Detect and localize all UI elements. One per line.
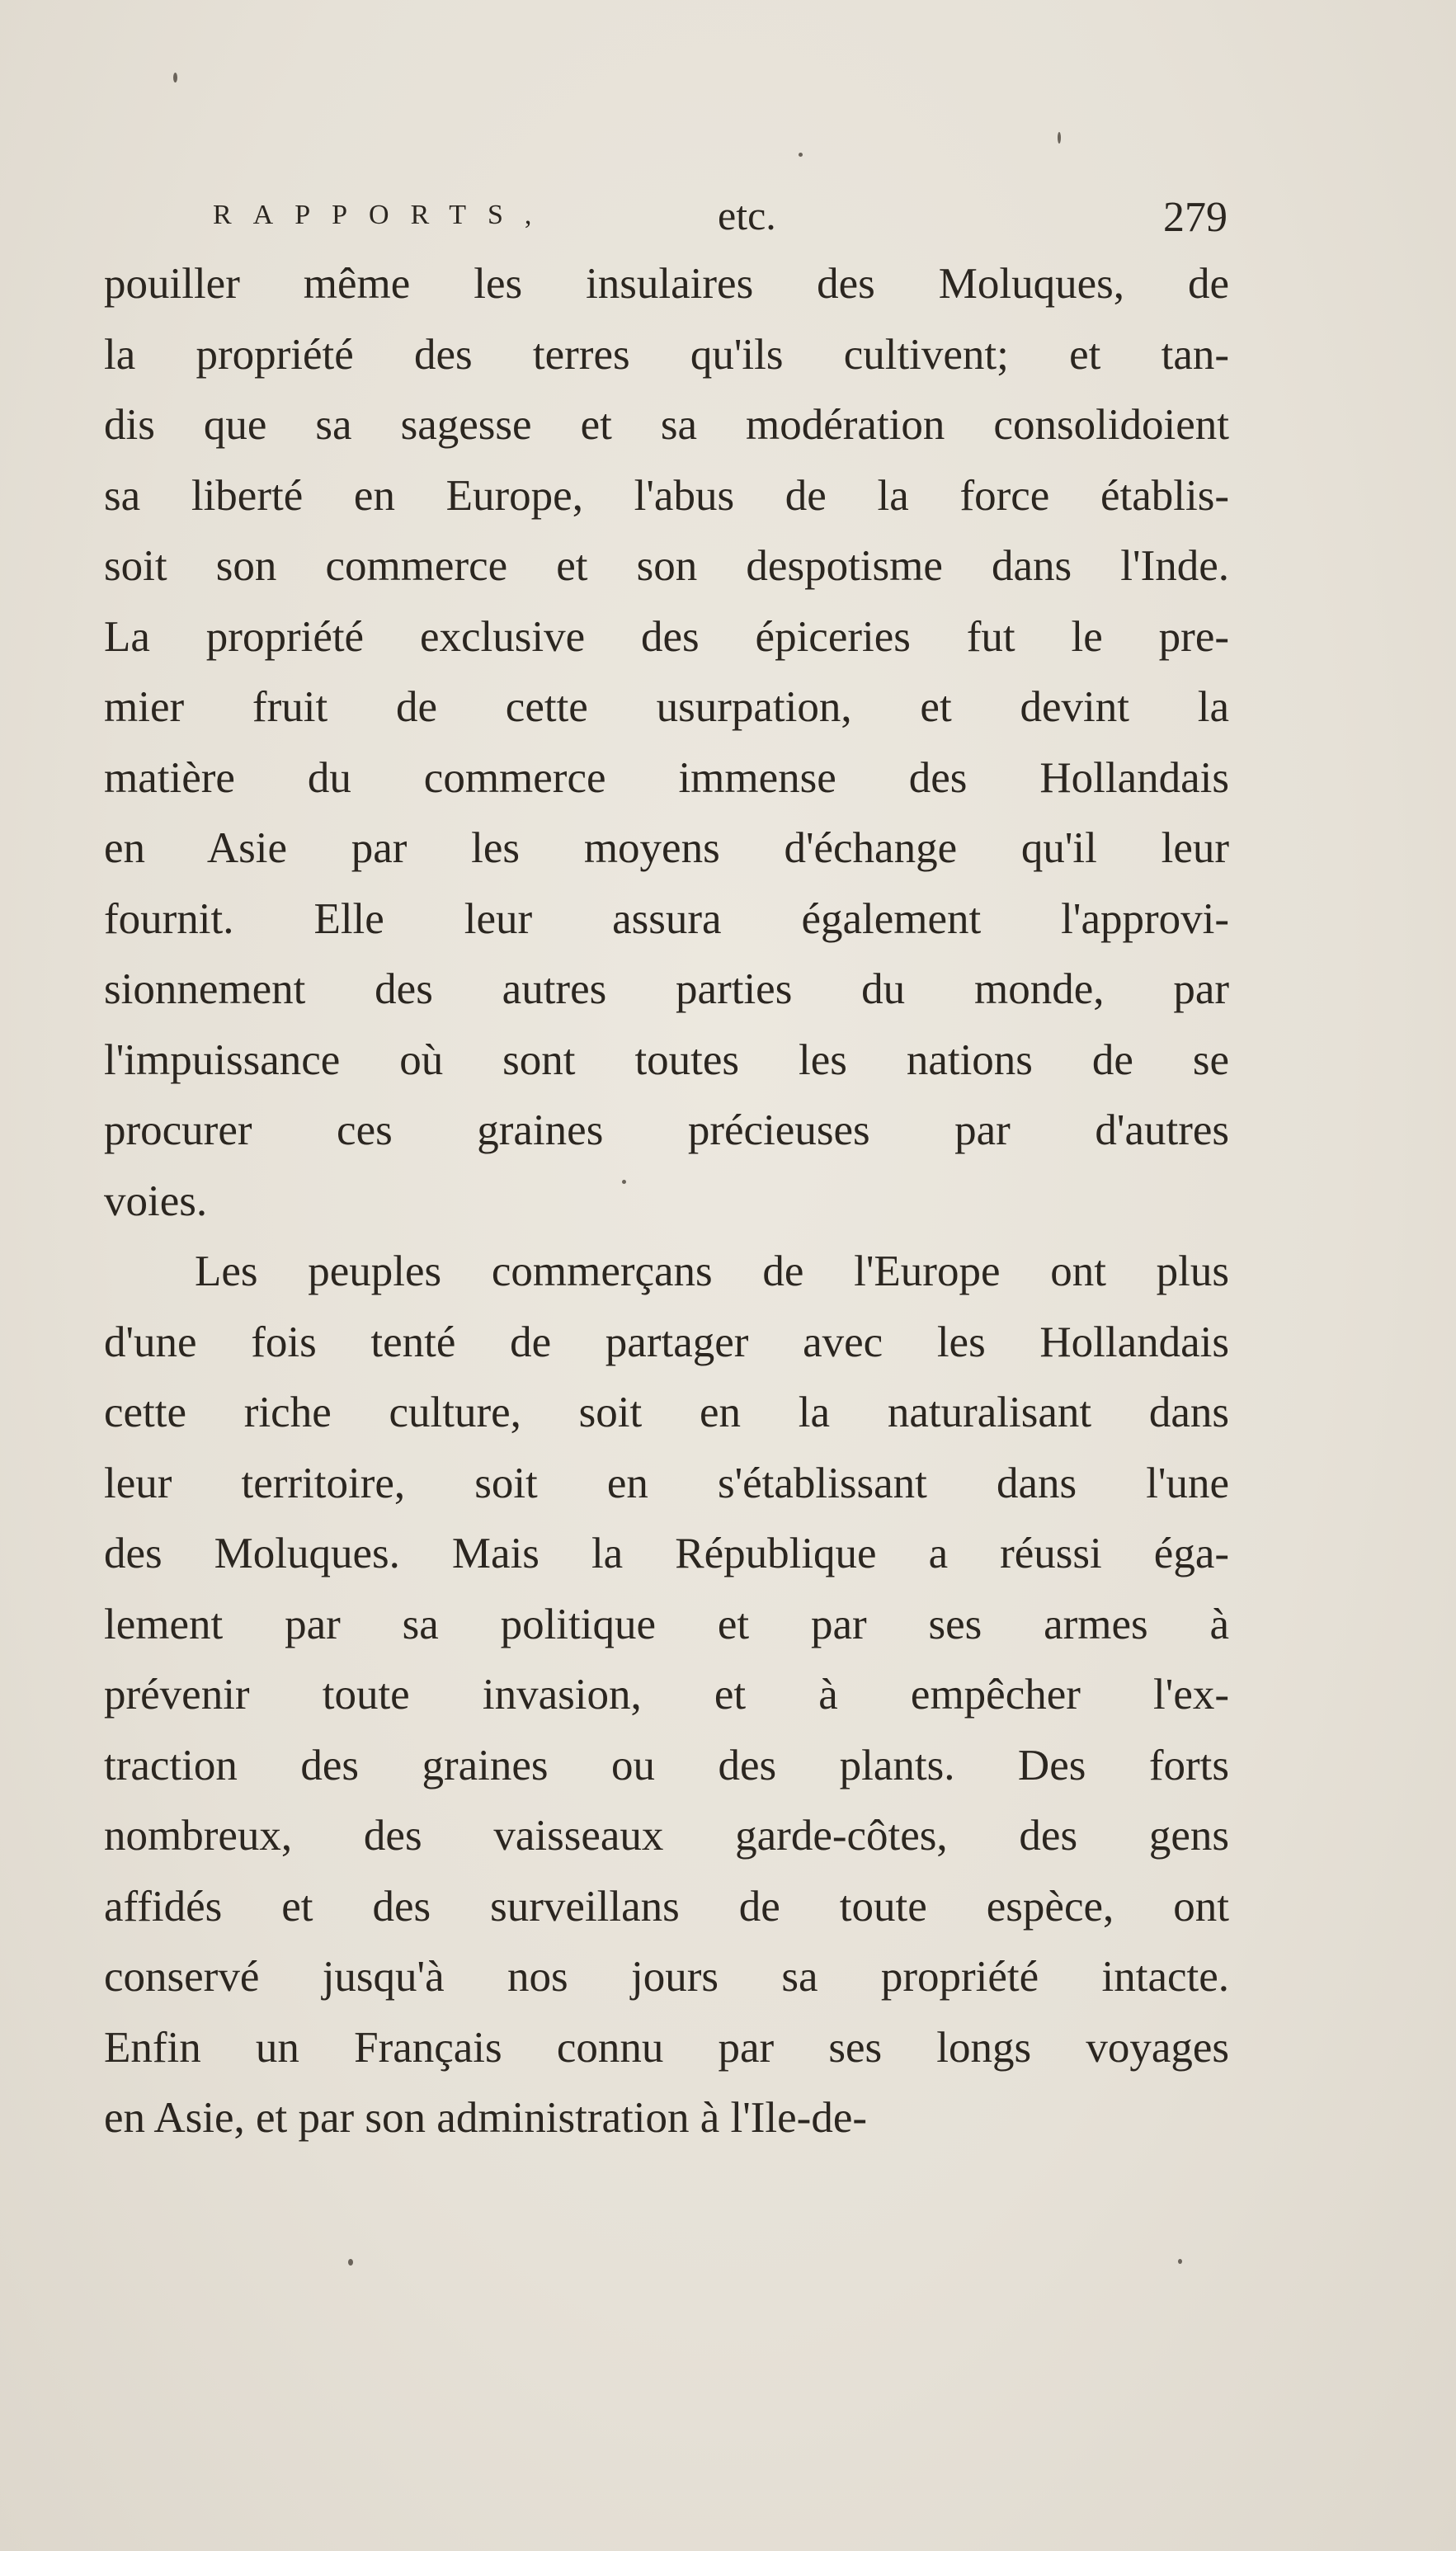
running-title-etc: etc. — [718, 192, 776, 238]
text-line: des Moluques. Mais la République a réussi éga- — [104, 1530, 1229, 1577]
text-line: l'impuissance où sont toutes les nations de se — [104, 1035, 1229, 1084]
text-line: en Asie, et par son administration à l'Ile-de- — [104, 2094, 867, 2142]
text-line: pouiller même les insulaires des Moluques, de — [104, 260, 1229, 308]
text-line: cette riche culture, soit en la naturalisant dans — [104, 1389, 1229, 1436]
text-line: conservé jusqu'à nos jours sa propriété intacte. — [104, 1953, 1229, 2001]
text-line: voies. — [104, 1176, 208, 1225]
text-line: sa liberté en Europe, l'abus de la force établis- — [104, 471, 1229, 520]
text-line: lement par sa politique et par ses armes à — [104, 1600, 1229, 1648]
text-line: Enfin un Français connu par ses longs voyages — [104, 2023, 1229, 2072]
text-line: prévenir toute invasion, et à empêcher l'ex- — [104, 1671, 1229, 1719]
text-line: en Asie par les moyens d'échange qu'il leur — [104, 824, 1229, 872]
text-line: leur territoire, soit en s'établissant dans l'une — [104, 1459, 1229, 1507]
page-header — [213, 188, 1227, 254]
text-line: la propriété des terres qu'ils cultivent; et tan- — [104, 330, 1229, 379]
text-line: fournit. Elle leur assura également l'approvi- — [104, 894, 1229, 943]
page-number: 279 — [1163, 194, 1227, 241]
text-line: matière du commerce immense des Hollandais — [104, 753, 1229, 802]
text-line: traction des graines ou des plants. Des forts — [104, 1741, 1229, 1789]
running-title: RAPPORTS, — [213, 200, 554, 230]
text-line: dis que sa sagesse et sa modération consolidoient — [104, 401, 1229, 449]
text-line: sionnement des autres parties du monde, par — [104, 965, 1229, 1013]
text-line: affidés et des surveillans de toute espèce, ont — [104, 1882, 1229, 1931]
text-line: mier fruit de cette usurpation, et devint la — [104, 683, 1229, 731]
text-line: Les peuples commerçans de l'Europe ont plus — [195, 1247, 1229, 1295]
text-line: La propriété exclusive des épiceries fut le pre- — [104, 612, 1229, 661]
text-line: d'une fois tenté de partager avec les Hollandais — [104, 1318, 1229, 1366]
text-line: soit son commerce et son despotisme dans l'Inde. — [104, 542, 1229, 590]
body-text — [104, 249, 1229, 2154]
text-line: nombreux, des vaisseaux garde-côtes, des gens — [104, 1812, 1229, 1860]
text-line: procurer ces graines précieuses par d'autres — [104, 1106, 1229, 1154]
